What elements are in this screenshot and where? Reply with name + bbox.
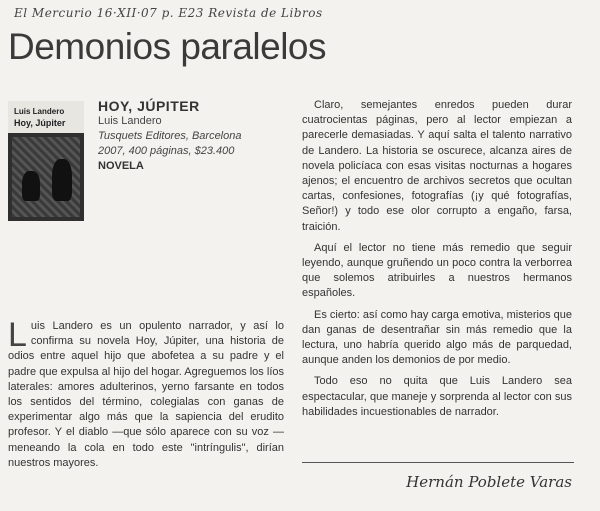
cover-figure-right <box>52 159 72 201</box>
book-cover-title: Hoy, Júpiter <box>14 118 66 128</box>
book-title: HOY, JÚPITER <box>98 98 200 114</box>
book-cover-band <box>8 101 84 133</box>
book-cover-image <box>8 101 84 221</box>
book-details: 2007, 400 páginas, $23.400 <box>98 145 235 157</box>
article-paragraph <box>8 316 284 471</box>
article-left-column <box>8 316 284 477</box>
book-info <box>98 98 278 172</box>
article-paragraph: Todo eso no quita que Luis Landero sea espectacular, que maneje y sorprenda al lector con sus habilidades incuestionables de narrador. <box>302 375 572 418</box>
book-publisher: Tusquets Editores, Barcelona <box>98 130 242 142</box>
book-author: Luis Landero <box>98 115 162 127</box>
book-genre: NOVELA <box>98 160 144 172</box>
cover-figure-left <box>22 171 40 201</box>
article-paragraph: Aquí el lector no tiene más remedio que seguir leyendo, aunque gruñendo un poco contra la verborrea que solemos atribuirles a nuestros hermanos españoles. <box>302 241 572 300</box>
article-paragraph: Es cierto: así como hay carga emotiva, misterios que dan ganas de desentrañar sin más remedio que la lectura, uno habría querido algo más de parquedad, aunque anden los demonios de por medio. <box>302 308 572 367</box>
article-byline: Hernán Poblete Varas <box>406 473 572 491</box>
drop-cap: L <box>8 316 27 354</box>
book-cover-author: Luis Landero <box>14 107 65 116</box>
article-title: Demonios paralelos <box>8 26 327 67</box>
article-right-column <box>302 98 572 426</box>
handwritten-source-note: El Mercurio 16·XII·07 p. E23 Revista de Libros <box>14 6 323 20</box>
paragraph-text: uis Landero es un opulento narrador, y así lo confirma su novela Hoy, Júpiter, una historia de odios entre aquel hijo que abofetea a su padre y el padre que expulsa al hijo del hogar. Agreguemos los líos laterales: amores adulterinos, yerno farsante en todos los sentidos del término, colegialas con ganas de experimentar algo más que la sapiencia del erudito profesor. Y el diablo —que sólo aparece con su voz — meneando la cola en todo este "intríngulis", dirían nuestros mayores. <box>8 320 284 469</box>
article-paragraph: Claro, semejantes enredos pueden durar cuatrocientas páginas, pero al lector empiezan a parecerle demasiadas. Y aquí salta el talento narrativo de Landero. La historia se oscurece, alcanza aires de novela policíaca con esas visitas nocturnas a hogares ajenos; el encuentro de archivos secretos que ocultan cartas, confesiones, fotografías (¡y qué fotografías, Señor!) y todo ese olor corrupto a engaño, farsa, traición. <box>302 99 572 233</box>
byline-divider <box>302 462 574 463</box>
